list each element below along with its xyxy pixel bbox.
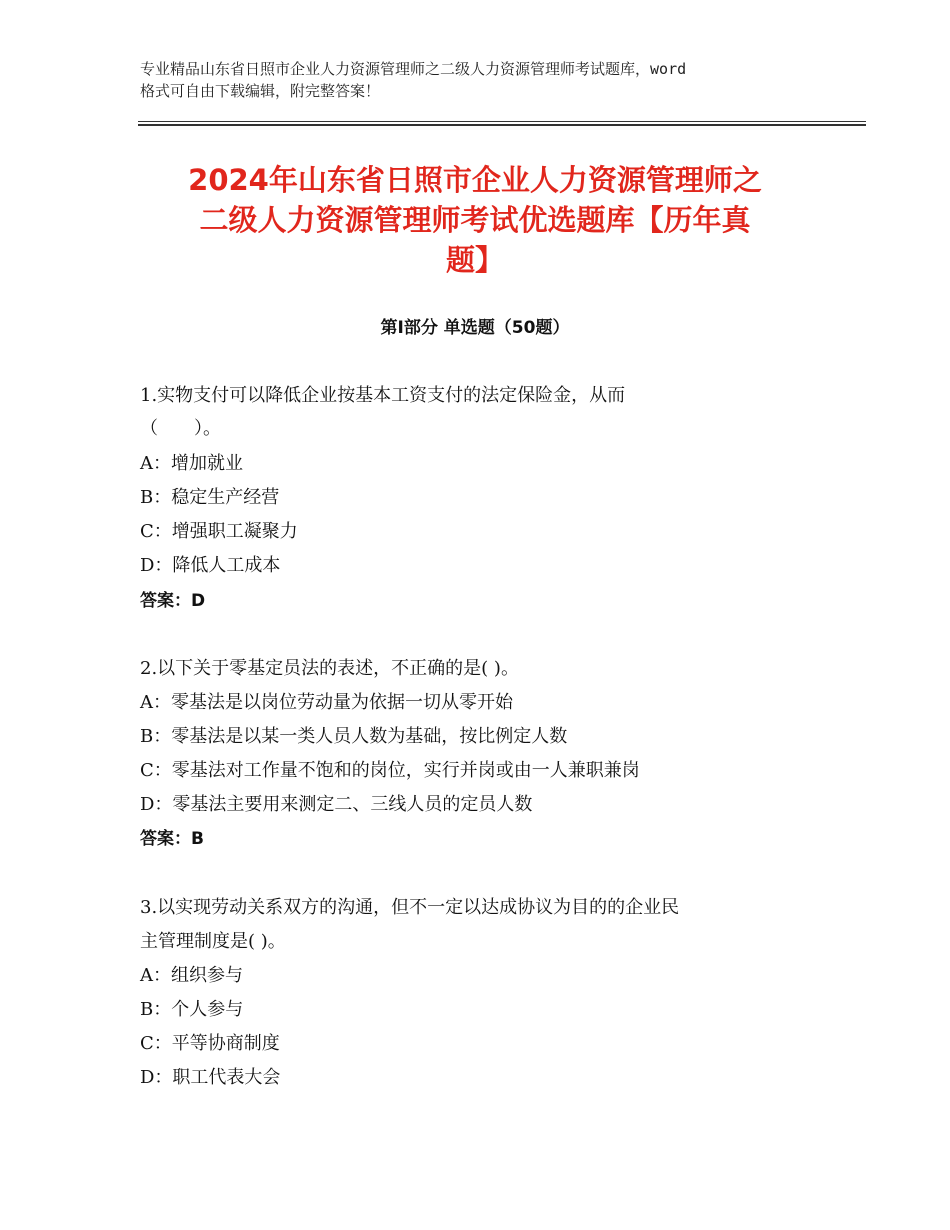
question-3-option-a: A：组织参与: [140, 965, 243, 986]
question-1-answer: 答案：D: [140, 591, 206, 611]
question-1-option-a: A：增加就业: [140, 453, 243, 474]
question-2-option-a: A：零基法是以岗位劳动量为依据一切从零开始: [140, 692, 513, 713]
question-3-stem-line-1: 3.以实现劳动关系双方的沟通，但不一定以达成协议为目的的企业民: [140, 897, 680, 918]
question-3-option-c: C：平等协商制度: [140, 1033, 280, 1054]
question-3-option-b: B：个人参与: [140, 999, 244, 1020]
question-2-option-b: B：零基法是以某一类人员人数为基础，按比例定人数: [140, 726, 568, 747]
header-line-1: 专业精品山东省日照市企业人力资源管理师之二级人力资源管理师考试题库，word: [140, 60, 687, 78]
title-line-2: 二级人力资源管理师考试优选题库【历年真: [199, 203, 751, 237]
question-2-stem-line-1: 2.以下关于零基定员法的表述，不正确的是( )。: [140, 658, 519, 679]
document-title: [140, 160, 810, 280]
question-2-answer: 答案：B: [140, 829, 204, 849]
document-header: [140, 58, 830, 102]
question-1-option-d: D：降低人工成本: [140, 555, 281, 576]
question-1-stem-line-1: 1.实物支付可以降低企业按基本工资支付的法定保险金，从而: [140, 385, 626, 406]
question-2-option-d: D：零基法主要用来测定二、三线人员的定员人数: [140, 794, 533, 815]
question-1-option-c: C：增强职工凝聚力: [140, 521, 298, 542]
question-2-option-c: C：零基法对工作量不饱和的岗位，实行并岗或由一人兼职兼岗: [140, 760, 640, 781]
title-line-3: 题】: [445, 243, 504, 277]
question-3-stem-line-2: 主管理制度是( )。: [140, 931, 286, 952]
header-line-2: 格式可自由下载编辑，附完整答案！: [140, 82, 381, 100]
section-title: 第Ⅰ部分 单选题（50题）: [380, 318, 570, 338]
header-divider-thick: [138, 124, 866, 126]
question-3-option-d: D：职工代表大会: [140, 1067, 281, 1088]
question-1-stem-line-2: （ ）。: [140, 418, 221, 439]
header-divider-thin: [138, 121, 866, 122]
title-line-1: 2024年山东省日照市企业人力资源管理师之: [188, 163, 762, 197]
question-1-option-b: B：稳定生产经营: [140, 487, 280, 508]
